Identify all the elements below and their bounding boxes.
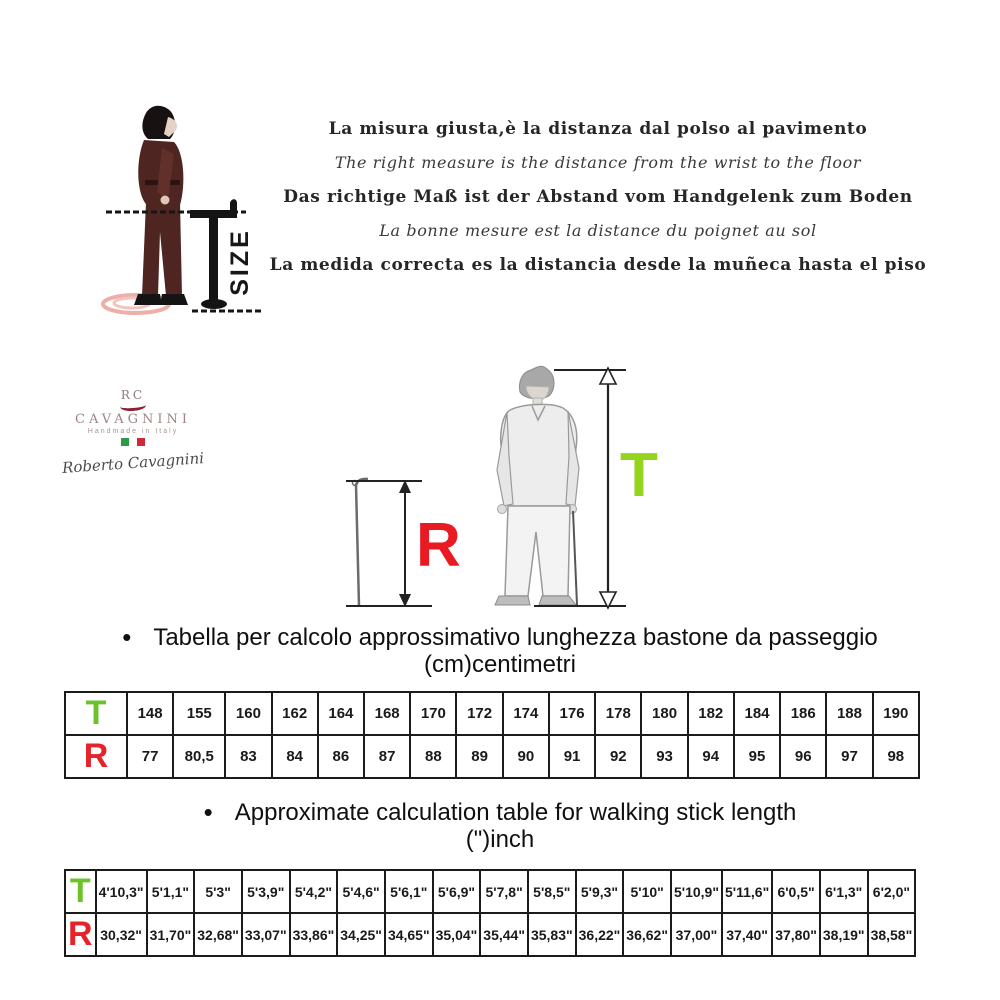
table-cell: 5'1,1" <box>147 870 195 913</box>
inch-table <box>64 869 916 957</box>
r-label: R <box>416 511 461 580</box>
table-cell: 6'1,3" <box>820 870 868 913</box>
table-cell: 96 <box>780 735 826 778</box>
table-cell: 5'10" <box>623 870 671 913</box>
table-cell: 4'10,3" <box>96 870 147 913</box>
table-cell: 5'11,6" <box>722 870 772 913</box>
instruction-german: Das richtige Maß ist der Abstand vom Handgelenk zum Boden <box>283 187 913 207</box>
cane-foot <box>201 299 227 309</box>
cm-unit-label: (cm)centimetri <box>423 651 576 678</box>
table-cell: 32,68" <box>194 913 242 956</box>
instruction-english: The right measure is the distance from the wrist to the floor <box>334 153 862 172</box>
logo-signature: Roberto Cavagnini <box>61 449 205 477</box>
inch-table-title <box>0 796 1000 827</box>
table-cell: 160 <box>225 692 271 735</box>
table-cell: 190 <box>873 692 919 735</box>
table-cell: 172 <box>456 692 502 735</box>
table-cell: 6'0,5" <box>772 870 820 913</box>
table-cell: 91 <box>549 735 595 778</box>
table-cell: 5'8,5" <box>528 870 576 913</box>
logo-swoosh <box>120 400 147 412</box>
table-cell: 148 <box>127 692 173 735</box>
table-cell: 89 <box>456 735 502 778</box>
table-cell: 90 <box>503 735 549 778</box>
table-cell: 5'7,8" <box>480 870 528 913</box>
table-cell: 98 <box>873 735 919 778</box>
table-cell: 184 <box>734 692 780 735</box>
instruction-spanish: La medida correcta es la distancia desde la muñeca hasta el piso <box>269 255 927 275</box>
table-cell: 92 <box>595 735 641 778</box>
inch-table-title-text: Approximate calculation table for walking stick length <box>234 799 797 826</box>
sketch-pants <box>505 506 570 596</box>
brand-logo <box>58 388 208 477</box>
table-cell: 38,58" <box>868 913 916 956</box>
table-cell: 94 <box>688 735 734 778</box>
table-cell: 170 <box>410 692 456 735</box>
table-cell: 36,62" <box>623 913 671 956</box>
table-cell: 5'4,6" <box>337 870 385 913</box>
table-cell: 88 <box>410 735 456 778</box>
table-cell: 5'6,1" <box>385 870 433 913</box>
instruction-italian: La misura giusta,è la distanza dal polso al pavimento <box>328 119 868 139</box>
table-cell: 37,00" <box>671 913 722 956</box>
table-cell: 83 <box>225 735 271 778</box>
t-row-label: T <box>65 692 127 735</box>
bullet-icon <box>122 624 153 651</box>
person-hand <box>161 196 170 205</box>
table-row <box>65 913 915 956</box>
table-cell: 176 <box>549 692 595 735</box>
r-row-label: R <box>65 735 127 778</box>
table-cell: 33,07" <box>242 913 290 956</box>
size-label: SIZE <box>226 228 254 296</box>
table-cell: 182 <box>688 692 734 735</box>
instruction-french: La bonne mesure est la distance du poignet au sol <box>379 221 817 240</box>
person-shoe <box>160 294 188 305</box>
italian-flag-icon <box>58 438 208 446</box>
logo-tagline: Handmade in Italy <box>87 428 179 435</box>
table-cell: 86 <box>318 735 364 778</box>
t-label: T <box>620 441 658 510</box>
table-cell: 37,80" <box>772 913 820 956</box>
t-row-label: T <box>65 870 96 913</box>
table-cell: 168 <box>364 692 410 735</box>
cm-table-title-text: Tabella per calcolo approssimativo lunghezza bastone da passeggio <box>153 624 878 651</box>
table-cell: 178 <box>595 692 641 735</box>
table-cell: 5'3,9" <box>242 870 290 913</box>
sketch-cane <box>573 511 577 605</box>
table-cell: 97 <box>826 735 872 778</box>
bullet-icon <box>204 799 235 826</box>
table-cell: 35,83" <box>528 913 576 956</box>
table-row <box>65 870 915 913</box>
table-cell: 34,25" <box>337 913 385 956</box>
r-row-label: R <box>65 913 96 956</box>
table-cell: 5'4,2" <box>290 870 338 913</box>
table-cell: 5'10,9" <box>671 870 722 913</box>
table-row <box>65 735 919 778</box>
table-cell: 33,86" <box>290 913 338 956</box>
table-cell: 30,32" <box>96 913 147 956</box>
table-row <box>65 692 919 735</box>
table-cell: 84 <box>272 735 318 778</box>
table-cell: 95 <box>734 735 780 778</box>
table-cell: 87 <box>364 735 410 778</box>
table-cell: 93 <box>641 735 687 778</box>
inch-unit-label: (")inch <box>465 826 535 853</box>
table-cell: 186 <box>780 692 826 735</box>
table-cell: 5'6,9" <box>433 870 481 913</box>
table-cell: 80,5 <box>173 735 225 778</box>
table-cell: 5'9,3" <box>576 870 624 913</box>
sketch-shoe <box>495 596 530 605</box>
table-cell: 31,70" <box>147 913 195 956</box>
measurement-diagram <box>330 356 690 616</box>
measurement-instructions <box>262 112 934 282</box>
logo-initials: RC <box>120 388 146 402</box>
person-shoe <box>134 294 162 305</box>
table-cell: 77 <box>127 735 173 778</box>
table-cell: 188 <box>826 692 872 735</box>
table-cell: 34,65" <box>385 913 433 956</box>
table-cell: 35,44" <box>480 913 528 956</box>
table-cell: 164 <box>318 692 364 735</box>
cm-table-title <box>0 621 1000 652</box>
table-cell: 5'3" <box>194 870 242 913</box>
table-cell: 38,19" <box>820 913 868 956</box>
table-cell: 174 <box>503 692 549 735</box>
sketch-hand <box>498 505 507 514</box>
table-cell: 180 <box>641 692 687 735</box>
table-cell: 35,04" <box>433 913 481 956</box>
table-cell: 162 <box>272 692 318 735</box>
table-cell: 36,22" <box>576 913 624 956</box>
sketch-shoe <box>539 596 576 605</box>
table-cell: 6'2,0" <box>868 870 916 913</box>
stick-shaft <box>356 485 359 606</box>
logo-name: CAVAGNINI <box>75 412 191 427</box>
person-legs <box>142 202 182 296</box>
table-cell: 37,40" <box>722 913 772 956</box>
table-cell: 155 <box>173 692 225 735</box>
cm-table <box>64 691 920 779</box>
